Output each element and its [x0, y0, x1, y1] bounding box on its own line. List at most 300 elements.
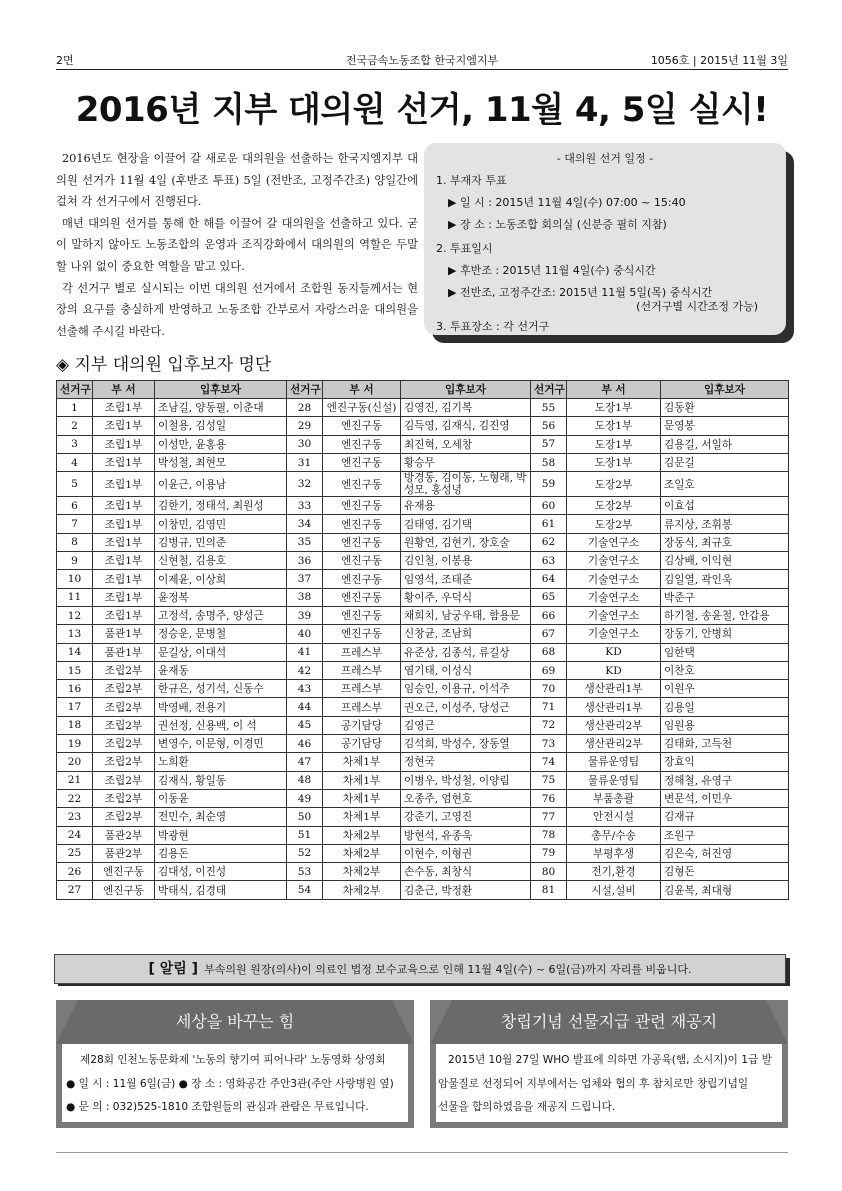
- candidate-cell: 김형돈: [661, 863, 789, 881]
- box-line: ● 일 시 : 11월 6일(금) ● 장 소 : 영화공간 주안3관(주안 사랑병원 옆): [66, 1078, 394, 1090]
- district-cell: 50: [287, 808, 323, 826]
- table-row: [57, 844, 789, 862]
- department-cell: 기술연구소: [567, 625, 661, 643]
- district-cell: 37: [287, 570, 323, 588]
- candidate-cell: 고정석, 송명주, 양성근: [155, 606, 287, 624]
- box-line: 2015년 10월 27일 WHO 발표에 의하면 가공육(햄, 소시지)이 1급 발: [448, 1054, 772, 1066]
- table-row: [57, 497, 789, 515]
- footer-divider: [56, 1152, 788, 1153]
- candidate-cell: 장동식, 최규호: [661, 533, 789, 551]
- candidate-cell: 하기철, 송윤철, 안갑용: [661, 606, 789, 624]
- department-cell: 엔진구동: [323, 552, 401, 570]
- candidate-cell: 김대성, 이진성: [155, 863, 287, 881]
- candidate-cell: 김태영, 김기택: [401, 515, 531, 533]
- candidate-cell: 윤정복: [155, 588, 287, 606]
- department-cell: 프레스부: [323, 698, 401, 716]
- table-row: [57, 698, 789, 716]
- district-cell: 2: [57, 417, 93, 435]
- department-cell: 기술연구소: [567, 552, 661, 570]
- section-title: ◈ 지부 대의원 입후보자 명단: [56, 355, 272, 375]
- box-body: [62, 1044, 408, 1122]
- department-cell: 생산관리1부: [567, 680, 661, 698]
- candidate-cell: 권선정, 신용백, 이 석: [155, 716, 287, 734]
- department-cell: 품관2부: [93, 826, 155, 844]
- department-cell: 차체2부: [323, 863, 401, 881]
- district-cell: 24: [57, 826, 93, 844]
- candidate-cell: 강준기, 고영진: [401, 808, 531, 826]
- table-row: [57, 735, 789, 753]
- notice-text: 부속의원 원장(의사)이 의료인 법정 보수교육으로 인해 11월 4일(수) ~ 6일(금)까지 자리를 비웁니다.: [204, 963, 692, 976]
- district-cell: 72: [531, 716, 567, 734]
- district-cell: 38: [287, 588, 323, 606]
- table-body: [57, 399, 789, 900]
- department-cell: 조립2부: [93, 808, 155, 826]
- department-cell: 조립1부: [93, 435, 155, 453]
- candidate-cell: 손수동, 최창식: [401, 863, 531, 881]
- candidate-cell: 김영진, 김기복: [401, 399, 531, 417]
- district-cell: 34: [287, 515, 323, 533]
- column-header: 입후보자: [661, 381, 789, 399]
- district-cell: 60: [531, 497, 567, 515]
- district-cell: 35: [287, 533, 323, 551]
- department-cell: 엔진구동(신설): [323, 399, 401, 417]
- district-cell: 69: [531, 661, 567, 679]
- department-cell: 엔진구동: [323, 497, 401, 515]
- organization-name: 전국금속노동조합 한국지엠지부: [345, 54, 499, 67]
- candidate-cell: 김일열, 곽인욱: [661, 570, 789, 588]
- department-cell: 엔진구동: [323, 515, 401, 533]
- candidate-cell: 문길상, 이대석: [155, 643, 287, 661]
- article-title: 2016년 지부 대의원 선거, 11월 4, 5일 실시!: [75, 90, 769, 130]
- schedule-heading: - 대의원 선거 일정 -: [556, 152, 654, 165]
- schedule-line: ▶ 전반조, 고정주간조: 2015년 11월 5일(목) 중식시간: [448, 286, 713, 299]
- candidate-cell: 장효익: [661, 753, 789, 771]
- table-row: [57, 533, 789, 551]
- candidate-cell: 정현국: [401, 753, 531, 771]
- district-cell: 22: [57, 789, 93, 807]
- candidate-cell: 이병우, 박성철, 이양림: [401, 771, 531, 789]
- district-cell: 44: [287, 698, 323, 716]
- candidate-cell: 권오근, 이성주, 당성근: [401, 698, 531, 716]
- department-cell: KD: [567, 661, 661, 679]
- candidate-cell: 김용길, 서일하: [661, 435, 789, 453]
- box-line: 선물을 합의하였음을 재공지 드립니다.: [438, 1101, 616, 1113]
- candidate-cell: 원황연, 김현기, 장호술: [401, 533, 531, 551]
- candidate-cell: 정승운, 문병철: [155, 625, 287, 643]
- candidate-cell: 장동기, 안병희: [661, 625, 789, 643]
- department-cell: 조립1부: [93, 497, 155, 515]
- candidate-cell: 김득영, 김재식, 김진영: [401, 417, 531, 435]
- candidate-cell: 김은숙, 허진영: [661, 844, 789, 862]
- department-cell: 도장1부: [567, 453, 661, 471]
- district-cell: 1: [57, 399, 93, 417]
- district-cell: 70: [531, 680, 567, 698]
- candidate-cell: 김동환: [661, 399, 789, 417]
- district-cell: 80: [531, 863, 567, 881]
- table-row: [57, 570, 789, 588]
- department-cell: 도장1부: [567, 435, 661, 453]
- department-cell: 공기담당: [323, 716, 401, 734]
- candidate-cell: 김용일: [661, 698, 789, 716]
- department-cell: 조립2부: [93, 716, 155, 734]
- table-row: [57, 515, 789, 533]
- district-cell: 32: [287, 472, 323, 497]
- department-cell: 엔진구동: [93, 863, 155, 881]
- district-cell: 55: [531, 399, 567, 417]
- candidate-cell: 김태화, 고득천: [661, 735, 789, 753]
- district-cell: 10: [57, 570, 93, 588]
- candidate-cell: 이현수, 이형권: [401, 844, 531, 862]
- district-cell: 42: [287, 661, 323, 679]
- district-cell: 59: [531, 472, 567, 497]
- district-cell: 56: [531, 417, 567, 435]
- table-row: [57, 680, 789, 698]
- candidate-cell: 이원우: [661, 680, 789, 698]
- candidate-cell: 유재용: [401, 497, 531, 515]
- district-cell: 47: [287, 753, 323, 771]
- candidate-cell: 김윤복, 최대형: [661, 881, 789, 899]
- district-cell: 51: [287, 826, 323, 844]
- district-cell: 61: [531, 515, 567, 533]
- district-cell: 5: [57, 472, 93, 497]
- candidate-cell: 김병규, 민의준: [155, 533, 287, 551]
- candidate-cell: 김한기, 정태석, 최원성: [155, 497, 287, 515]
- candidate-cell: 류지상, 조휘봉: [661, 515, 789, 533]
- candidate-cell: 임승인, 이용규, 이석주: [401, 680, 531, 698]
- notice-label: [ 알림 ]: [148, 961, 199, 977]
- district-cell: 14: [57, 643, 93, 661]
- candidate-cell: 정해철, 유영구: [661, 771, 789, 789]
- candidate-cell: 임영석, 조태준: [401, 570, 531, 588]
- page-number: 2면: [56, 54, 74, 67]
- department-cell: 엔진구동: [323, 625, 401, 643]
- candidate-cell: 김재식, 황일동: [155, 771, 287, 789]
- column-header: 부 서: [567, 381, 661, 399]
- district-cell: 75: [531, 771, 567, 789]
- district-cell: 66: [531, 606, 567, 624]
- candidate-cell: 한규은, 성기석, 신동수: [155, 680, 287, 698]
- district-cell: 28: [287, 399, 323, 417]
- department-cell: 생산관리2부: [567, 735, 661, 753]
- district-cell: 48: [287, 771, 323, 789]
- schedule-line: 1. 부재자 투표: [436, 174, 507, 187]
- candidate-cell: 윤재동: [155, 661, 287, 679]
- department-cell: KD: [567, 643, 661, 661]
- department-cell: 엔진구동: [323, 417, 401, 435]
- district-cell: 15: [57, 661, 93, 679]
- candidate-cell: 이윤근, 이용남: [155, 472, 287, 497]
- department-cell: 조립2부: [93, 789, 155, 807]
- district-cell: 18: [57, 716, 93, 734]
- department-cell: 차체1부: [323, 771, 401, 789]
- department-cell: 도장2부: [567, 497, 661, 515]
- department-cell: 조립1부: [93, 453, 155, 471]
- candidate-cell: 박태식, 김경태: [155, 881, 287, 899]
- department-cell: 기술연구소: [567, 570, 661, 588]
- district-cell: 25: [57, 844, 93, 862]
- department-cell: 차체2부: [323, 881, 401, 899]
- candidate-cell: 이철용, 김성일: [155, 417, 287, 435]
- table-row: [57, 771, 789, 789]
- department-cell: 기술연구소: [567, 606, 661, 624]
- district-cell: 58: [531, 453, 567, 471]
- notice-bar: [54, 954, 786, 984]
- district-cell: 26: [57, 863, 93, 881]
- district-cell: 29: [287, 417, 323, 435]
- department-cell: 엔진구동: [323, 472, 401, 497]
- district-cell: 81: [531, 881, 567, 899]
- department-cell: 프레스부: [323, 680, 401, 698]
- district-cell: 76: [531, 789, 567, 807]
- candidate-cell: 방경동, 김이동, 노형래, 박성모, 홍성녕: [401, 472, 531, 497]
- district-cell: 7: [57, 515, 93, 533]
- district-cell: 49: [287, 789, 323, 807]
- district-cell: 79: [531, 844, 567, 862]
- schedule-line: ▶ 일 시 : 2015년 11월 4일(수) 07:00 ~ 15:40: [448, 196, 686, 209]
- candidate-cell: 이찬호: [661, 661, 789, 679]
- district-cell: 16: [57, 680, 93, 698]
- table-row: [57, 716, 789, 734]
- box-line: ● 문 의 : 032)525-1810 조합원들의 관심과 관람은 무료입니다.: [66, 1101, 369, 1113]
- candidate-cell: 최진혁, 오세창: [401, 435, 531, 453]
- candidate-cell: 신현철, 김용호: [155, 552, 287, 570]
- district-cell: 4: [57, 453, 93, 471]
- department-cell: 시설,설비: [567, 881, 661, 899]
- district-cell: 68: [531, 643, 567, 661]
- candidate-table: [56, 380, 789, 900]
- district-cell: 63: [531, 552, 567, 570]
- department-cell: 도장1부: [567, 417, 661, 435]
- culture-event-box: [56, 1000, 414, 1128]
- district-cell: 62: [531, 533, 567, 551]
- candidate-cell: 임한택: [661, 643, 789, 661]
- district-cell: 43: [287, 680, 323, 698]
- box-title: 세상을 바꾸는 힘: [175, 1012, 295, 1031]
- intro-paragraph: 2016년도 현장을 이끌어 갈 새로운 대의원을 선출하는 한국지엠지부 대의원 선거가 11월 4일 (후반조 투표) 5일 (전반조, 고정주간조) 양일간에 걸쳐 각 선거구에서 진행된다.: [56, 152, 418, 209]
- page-header: [56, 50, 788, 68]
- candidate-cell: 조원구: [661, 826, 789, 844]
- district-cell: 8: [57, 533, 93, 551]
- candidate-cell: 방현석, 유종욱: [401, 826, 531, 844]
- schedule-line: ▶ 장 소 : 노동조합 회의실 (신분증 필히 지참): [448, 218, 667, 231]
- table-row: [57, 789, 789, 807]
- district-cell: 11: [57, 588, 93, 606]
- table-row: [57, 808, 789, 826]
- district-cell: 46: [287, 735, 323, 753]
- district-cell: 27: [57, 881, 93, 899]
- table-row: [57, 453, 789, 471]
- candidate-cell: 이제윤, 이상희: [155, 570, 287, 588]
- issue-info: 1056호 | 2015년 11월 3일: [650, 54, 788, 67]
- intro-text: [56, 148, 418, 342]
- box-body: [436, 1044, 782, 1122]
- district-cell: 30: [287, 435, 323, 453]
- district-cell: 39: [287, 606, 323, 624]
- district-cell: 74: [531, 753, 567, 771]
- table-row: [57, 399, 789, 417]
- table-header-row: [57, 381, 789, 399]
- department-cell: 조립1부: [93, 533, 155, 551]
- column-header: 부 서: [93, 381, 155, 399]
- department-cell: 전기,환경: [567, 863, 661, 881]
- candidate-cell: 변영수, 이문형, 이경민: [155, 735, 287, 753]
- schedule-line: 3. 투표장소 : 각 선거구: [436, 320, 550, 333]
- schedule-box: [424, 143, 786, 335]
- candidate-cell: 김상배, 이익현: [661, 552, 789, 570]
- department-cell: 총무/수송: [567, 826, 661, 844]
- box-line: 제28회 인천노동문화제 '노동의 향기여 피어나라' 노동영화 상영회: [80, 1054, 386, 1066]
- district-cell: 67: [531, 625, 567, 643]
- candidate-cell: 이창민, 김영민: [155, 515, 287, 533]
- department-cell: 차체1부: [323, 789, 401, 807]
- table-row: [57, 643, 789, 661]
- district-cell: 12: [57, 606, 93, 624]
- district-cell: 78: [531, 826, 567, 844]
- candidate-cell: 이동윤: [155, 789, 287, 807]
- candidate-cell: 전민수, 최순영: [155, 808, 287, 826]
- department-cell: 물류운영팀: [567, 753, 661, 771]
- department-cell: 조립1부: [93, 552, 155, 570]
- department-cell: 엔진구동: [323, 435, 401, 453]
- table-row: [57, 661, 789, 679]
- district-cell: 6: [57, 497, 93, 515]
- candidate-cell: 황이주, 우덕식: [401, 588, 531, 606]
- table-row: [57, 588, 789, 606]
- candidate-cell: 노희환: [155, 753, 287, 771]
- candidate-cell: 김재규: [661, 808, 789, 826]
- candidate-cell: 채희치, 남궁우태, 함용문: [401, 606, 531, 624]
- district-cell: 77: [531, 808, 567, 826]
- department-cell: 품관1부: [93, 643, 155, 661]
- candidate-cell: 김문길: [661, 453, 789, 471]
- gift-notice-box: [430, 1000, 788, 1128]
- district-cell: 41: [287, 643, 323, 661]
- department-cell: 도장2부: [567, 515, 661, 533]
- department-cell: 조립2부: [93, 735, 155, 753]
- department-cell: 생산관리2부: [567, 716, 661, 734]
- department-cell: 프레스부: [323, 661, 401, 679]
- department-cell: 차체2부: [323, 844, 401, 862]
- candidate-cell: 이성만, 윤홍용: [155, 435, 287, 453]
- department-cell: 엔진구동: [323, 606, 401, 624]
- header-divider: [56, 69, 788, 70]
- department-cell: 도장2부: [567, 472, 661, 497]
- candidate-cell: 김춘근, 박정환: [401, 881, 531, 899]
- department-cell: 조립1부: [93, 399, 155, 417]
- department-cell: 엔진구동: [323, 453, 401, 471]
- candidate-cell: 이효섭: [661, 497, 789, 515]
- column-header: 입후보자: [401, 381, 531, 399]
- candidate-cell: 황승무: [401, 453, 531, 471]
- schedule-line: ▶ 후반조 : 2015년 11월 4일(수) 중식시간: [448, 264, 656, 277]
- district-cell: 13: [57, 625, 93, 643]
- column-header: 선거구: [287, 381, 323, 399]
- table-row: [57, 625, 789, 643]
- district-cell: 19: [57, 735, 93, 753]
- department-cell: 프레스부: [323, 643, 401, 661]
- department-cell: 안전시설: [567, 808, 661, 826]
- department-cell: 조립1부: [93, 588, 155, 606]
- department-cell: 조립1부: [93, 417, 155, 435]
- district-cell: 45: [287, 716, 323, 734]
- district-cell: 33: [287, 497, 323, 515]
- department-cell: 차체1부: [323, 808, 401, 826]
- intro-paragraph: 매년 대의원 선거를 통해 한 해를 이끌어 갈 대의원을 선출하고 있다. 굳이 말하지 않아도 노동조합의 운영과 조직강화에서 대의원의 역할은 두말할 나위 없이 중요한 역할을 맡고 있다.: [56, 216, 418, 273]
- department-cell: 품관2부: [93, 844, 155, 862]
- district-cell: 9: [57, 552, 93, 570]
- column-header: 입후보자: [155, 381, 287, 399]
- district-cell: 36: [287, 552, 323, 570]
- candidate-cell: 임원용: [661, 716, 789, 734]
- department-cell: 물류운영팀: [567, 771, 661, 789]
- column-header: 선거구: [57, 381, 93, 399]
- department-cell: 기술연구소: [567, 533, 661, 551]
- candidate-cell: 김인철, 이봉용: [401, 552, 531, 570]
- table-row: [57, 472, 789, 497]
- schedule-line: (선거구별 시간조정 가능): [636, 300, 758, 313]
- table-row: [57, 417, 789, 435]
- district-cell: 3: [57, 435, 93, 453]
- table-row: [57, 753, 789, 771]
- candidate-cell: 조남길, 양동필, 이춘대: [155, 399, 287, 417]
- candidate-cell: 박광현: [155, 826, 287, 844]
- district-cell: 54: [287, 881, 323, 899]
- district-cell: 64: [531, 570, 567, 588]
- candidate-cell: 김영근: [401, 716, 531, 734]
- district-cell: 73: [531, 735, 567, 753]
- district-cell: 52: [287, 844, 323, 862]
- candidate-cell: 김석희, 박성수, 장동열: [401, 735, 531, 753]
- department-cell: 엔진구동: [93, 881, 155, 899]
- table-row: [57, 826, 789, 844]
- department-cell: 엔진구동: [323, 533, 401, 551]
- department-cell: 부평후생: [567, 844, 661, 862]
- district-cell: 65: [531, 588, 567, 606]
- table-row: [57, 863, 789, 881]
- department-cell: 조립2부: [93, 698, 155, 716]
- department-cell: 조립2부: [93, 680, 155, 698]
- candidate-cell: 김용돈: [155, 844, 287, 862]
- table-row: [57, 435, 789, 453]
- column-header: 선거구: [531, 381, 567, 399]
- district-cell: 71: [531, 698, 567, 716]
- department-cell: 도장1부: [567, 399, 661, 417]
- department-cell: 조립1부: [93, 606, 155, 624]
- district-cell: 57: [531, 435, 567, 453]
- department-cell: 공기담당: [323, 735, 401, 753]
- department-cell: 품관1부: [93, 625, 155, 643]
- department-cell: 부품총괄: [567, 789, 661, 807]
- district-cell: 40: [287, 625, 323, 643]
- table-row: [57, 552, 789, 570]
- candidate-cell: 신창균, 조남희: [401, 625, 531, 643]
- department-cell: 차체1부: [323, 753, 401, 771]
- candidate-cell: 박성철, 최현모: [155, 453, 287, 471]
- department-cell: 조립2부: [93, 771, 155, 789]
- department-cell: 엔진구동: [323, 570, 401, 588]
- department-cell: 조립2부: [93, 661, 155, 679]
- district-cell: 17: [57, 698, 93, 716]
- district-cell: 20: [57, 753, 93, 771]
- candidate-cell: 조일호: [661, 472, 789, 497]
- candidate-cell: 유준상, 김종석, 류길상: [401, 643, 531, 661]
- schedule-line: 2. 투표일시: [436, 242, 493, 255]
- table-row: [57, 881, 789, 899]
- district-cell: 23: [57, 808, 93, 826]
- district-cell: 53: [287, 863, 323, 881]
- candidate-cell: 오종주, 엄현호: [401, 789, 531, 807]
- district-cell: 21: [57, 771, 93, 789]
